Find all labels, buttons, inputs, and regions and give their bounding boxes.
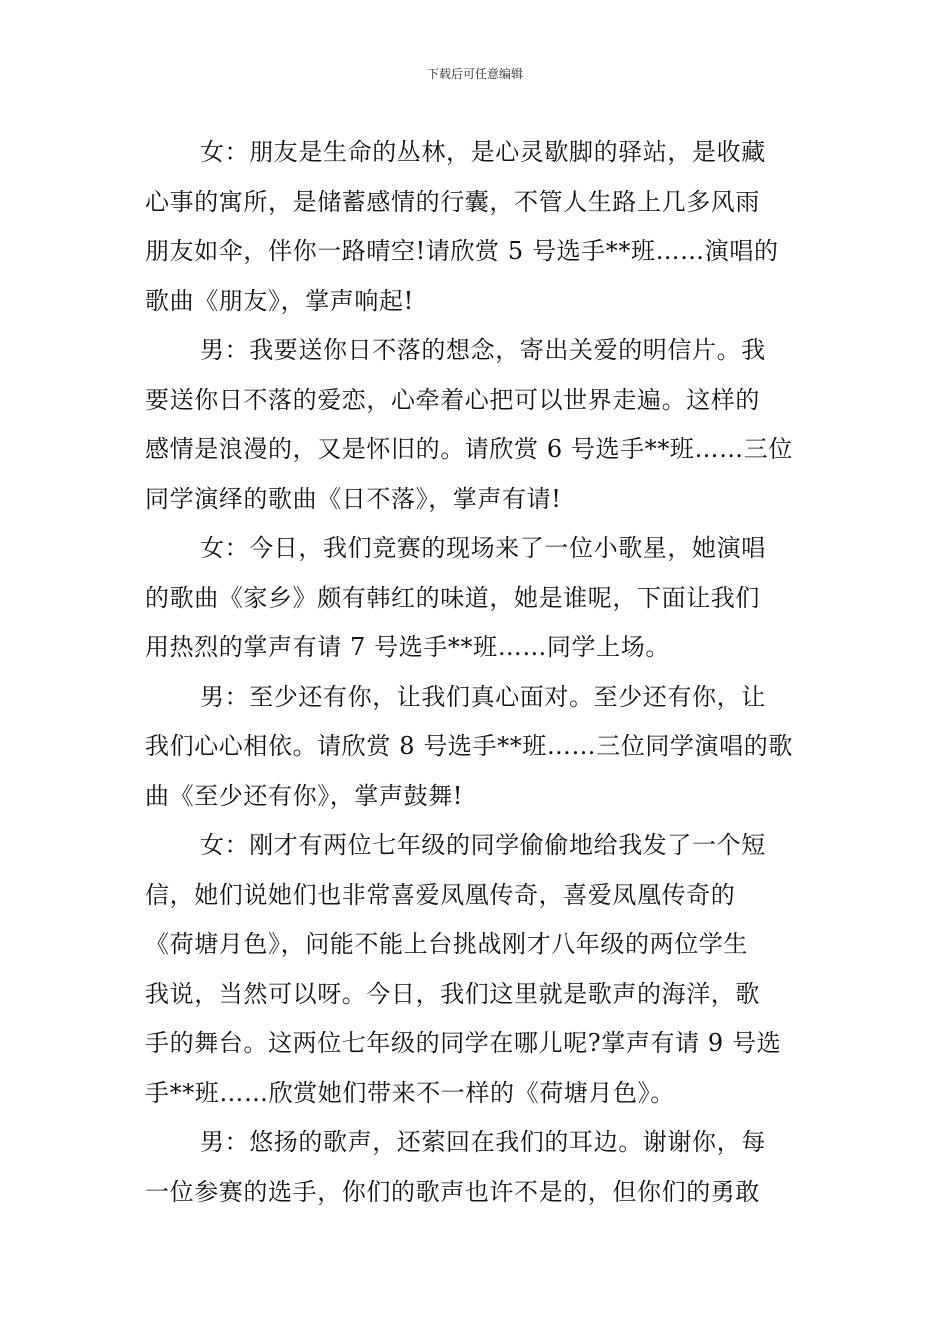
text-line: 女：今日，我们竞赛的现场来了一位小歌星，她演唱 (200, 534, 766, 562)
text-line: 我们心心相依。请欣赏 8 号选手**班……三位同学演唱的歌 (145, 732, 793, 760)
paragraph-5 (145, 821, 807, 1118)
text-line: 手**班……欣赏她们带来不一样的《荷塘月色》。 (145, 1078, 675, 1107)
text-line: 心事的寓所，是储蓄感情的行囊，不管人生路上几多风雨 (145, 187, 760, 216)
text-line: 男：悠扬的歌声，还萦回在我们的耳边。谢谢你，每 (200, 1128, 766, 1156)
text-line: 手的舞台。这两位七年级的同学在哪儿呢?掌声有请 9 号选 (145, 1029, 782, 1057)
text-line: 女：朋友是生命的丛林，是心灵歇脚的驿站，是收藏 (200, 138, 766, 166)
text-line: 的歌曲《家乡》颇有韩红的味道，她是谁呢，下面让我们 (145, 583, 760, 612)
text-line: 朋友如伞，伴你一路晴空!请欣赏 5 号选手**班……演唱的 (145, 237, 779, 265)
text-line: 一位参赛的选手，你们的歌声也许不是的，但你们的勇敢 (145, 1177, 760, 1206)
text-line: 要送你日不落的爱恋，心牵着心把可以世界走遍。这样的 (145, 385, 760, 414)
paragraph-3 (145, 524, 807, 673)
text-line: 歌曲《朋友》，掌声响起! (145, 286, 414, 315)
text-line: 同学演绎的歌曲《日不落》，掌声有请! (145, 484, 562, 513)
text-line: 信，她们说她们也非常喜爱凤凰传奇，喜爱凤凰传奇的 (145, 880, 736, 909)
text-line: 《荷塘月色》，问能不能上台挑战刚才八年级的两位学生 (145, 930, 748, 958)
page-header: 下载后可任意编辑 (426, 67, 523, 81)
text-line: 用热烈的掌声有请 7 号选手**班……同学上场。 (145, 633, 670, 661)
text-line: 感情是浪漫的，又是怀旧的。请欣赏 6 号选手**班……三位 (145, 435, 793, 463)
paragraph-4 (145, 673, 807, 822)
paragraph-6 (145, 1118, 807, 1217)
text-line: 女：刚才有两位七年级的同学偷偷地给我发了一个短 (200, 831, 766, 859)
paragraph-2 (145, 326, 807, 524)
text-line: 男：我要送你日不落的想念，寄出关爱的明信片。我 (200, 336, 766, 364)
text-line: 男：至少还有你，让我们真心面对。至少还有你，让 (200, 682, 766, 711)
text-line: 我说，当然可以呀。今日，我们这里就是歌声的海洋，歌 (145, 979, 760, 1008)
paragraph-1 (145, 128, 807, 326)
text-line: 曲《至少还有你》，掌声鼓舞! (145, 781, 464, 810)
document-body (145, 128, 807, 1217)
